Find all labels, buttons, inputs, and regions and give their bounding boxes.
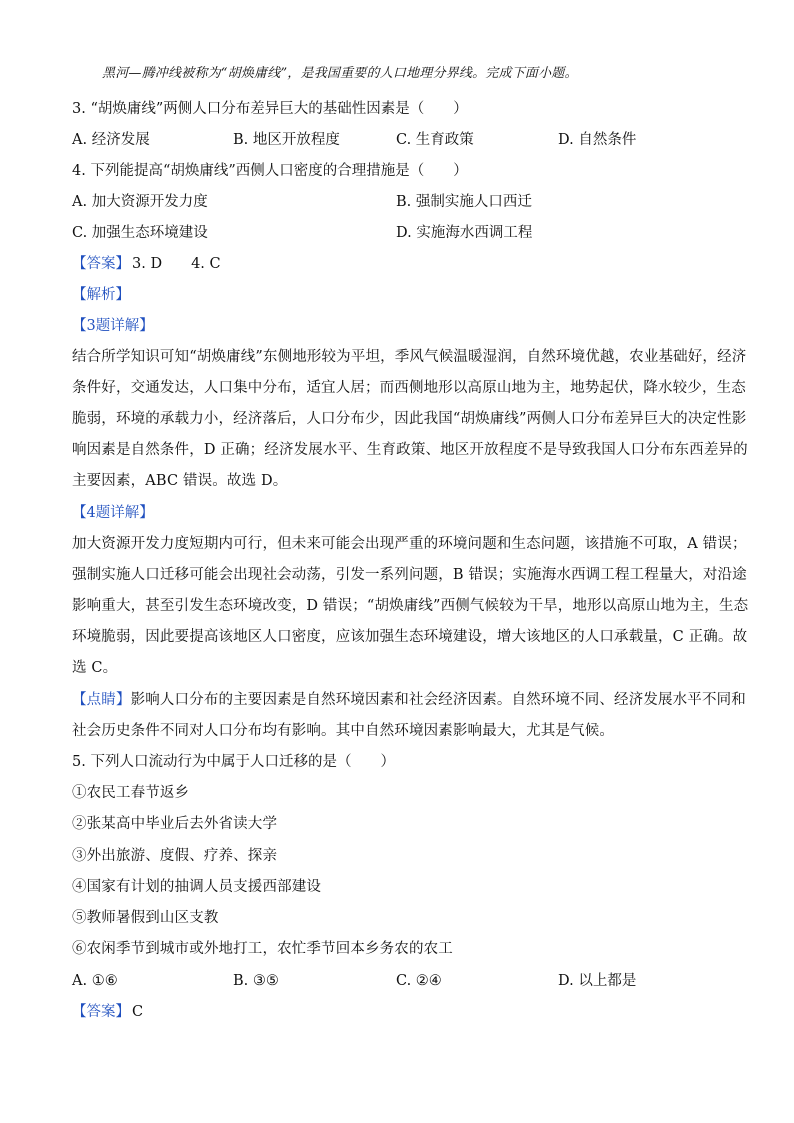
q5-item: ⑥农闲季节到城市或外地打工，农忙季节回本乡务农的农工 <box>72 941 453 957</box>
detail-4-line: 加大资源开发力度短期内可行，但未来可能会出现严重的环境问题和生态问题，该措施不可取，A 错误； <box>72 536 747 552</box>
tip-row-1 <box>72 690 746 710</box>
detail-4-line: 环境脆弱，因此要提高该地区人口密度，应该加强生态环境建设，增大该地区的人口承载量，C 正确。故 <box>72 629 748 645</box>
tip-tag: 【点睛】 <box>72 692 131 708</box>
analysis-tag: 【解析】 <box>72 287 130 303</box>
question-4-stem: 4. 下列能提高“胡焕庸线”西侧人口密度的合理措施是（ ） <box>72 163 468 179</box>
q4-option-d: D. 实施海水西调工程 <box>396 225 533 241</box>
question-3-stem: 3. “胡焕庸线”两侧人口分布差异巨大的基础性因素是（ ） <box>72 101 468 117</box>
q5-item: ③外出旅游、度假、疗养、探亲 <box>72 848 278 864</box>
q5-item: ①农民工春节返乡 <box>72 785 190 801</box>
answer-value: 3. D 4. C <box>132 256 221 272</box>
q3-option-c: C. 生育政策 <box>396 132 474 148</box>
q5-option-b: B. ③⑤ <box>233 973 279 989</box>
q5-option-a: A. ①⑥ <box>72 973 118 989</box>
q5-item: ⑤教师暑假到山区支教 <box>72 910 219 926</box>
q3-option-d: D. 自然条件 <box>558 132 637 148</box>
q5-item: ④国家有计划的抽调人员支援西部建设 <box>72 879 322 895</box>
detail-4-line: 强制实施人口迁移可能会出现社会动荡，引发一系列问题，B 错误；实施海水西调工程工程量大，对沿途 <box>72 567 747 583</box>
q4-option-b: B. 强制实施人口西迁 <box>396 194 532 210</box>
detail-3-line: 响因素是自然条件，D 正确；经济发展水平、生育政策、地区开放程度不是导致我国人口分布东西差异的 <box>72 442 748 458</box>
detail-3-line: 结合所学知识可知“胡焕庸线”东侧地形较为平坦，季风气候温暖湿润，自然环境优越，农业基础好，经济 <box>72 349 747 365</box>
answer-tag: 【答案】 <box>72 256 130 272</box>
q4-option-c: C. 加强生态环境建设 <box>72 225 208 241</box>
q3-option-a: A. 经济发展 <box>72 132 150 148</box>
detail-3-line: 脆弱，环境的承载力小，经济落后，人口分布少，因此我国“胡焕庸线”两侧人口分布差异巨大的决定性影 <box>72 411 747 427</box>
answer-value: C <box>132 1004 144 1020</box>
detail-4-tag: 【4题详解】 <box>72 505 154 521</box>
q3-option-b: B. 地区开放程度 <box>233 132 340 148</box>
detail-3-tag: 【3题详解】 <box>72 318 154 334</box>
material-intro: 黑河—腾冲线被称为“胡焕庸线”，是我国重要的人口地理分界线。完成下面小题。 <box>102 66 578 81</box>
answer-tag: 【答案】 <box>72 1004 130 1020</box>
q4-option-a: A. 加大资源开发力度 <box>72 194 208 210</box>
question-5-stem: 5. 下列人口流动行为中属于人口迁移的是（ ） <box>72 754 395 770</box>
tip-row-2: 社会历史条件不同对人口分布均有影响。其中自然环境因素影响最大，尤其是气候。 <box>72 723 615 739</box>
q5-option-c: C. ②④ <box>396 973 442 989</box>
answer-row-1 <box>72 254 221 274</box>
answer-row-2 <box>72 1002 143 1022</box>
detail-3-line: 条件好，交通发达，人口集中分布，适宜人居；而西侧地形以高原山地为主，地势起伏，降水较少，生态 <box>72 380 746 396</box>
detail-4-line: 选 C。 <box>72 660 118 676</box>
q5-item: ②张某高中毕业后去外省读大学 <box>72 816 278 832</box>
tip-text: 影响人口分布的主要因素是自然环境因素和社会经济因素。自然环境不同、经济发展水平不同和 <box>130 692 746 708</box>
q5-option-d: D. 以上都是 <box>558 973 637 989</box>
detail-4-line: 影响重大，甚至引发生态环境改变，D 错误；“胡焕庸线”西侧气候较为干旱，地形以高原山地为主，生态 <box>72 598 749 614</box>
detail-3-line: 主要因素，ABC 错误。故选 D。 <box>72 473 288 489</box>
